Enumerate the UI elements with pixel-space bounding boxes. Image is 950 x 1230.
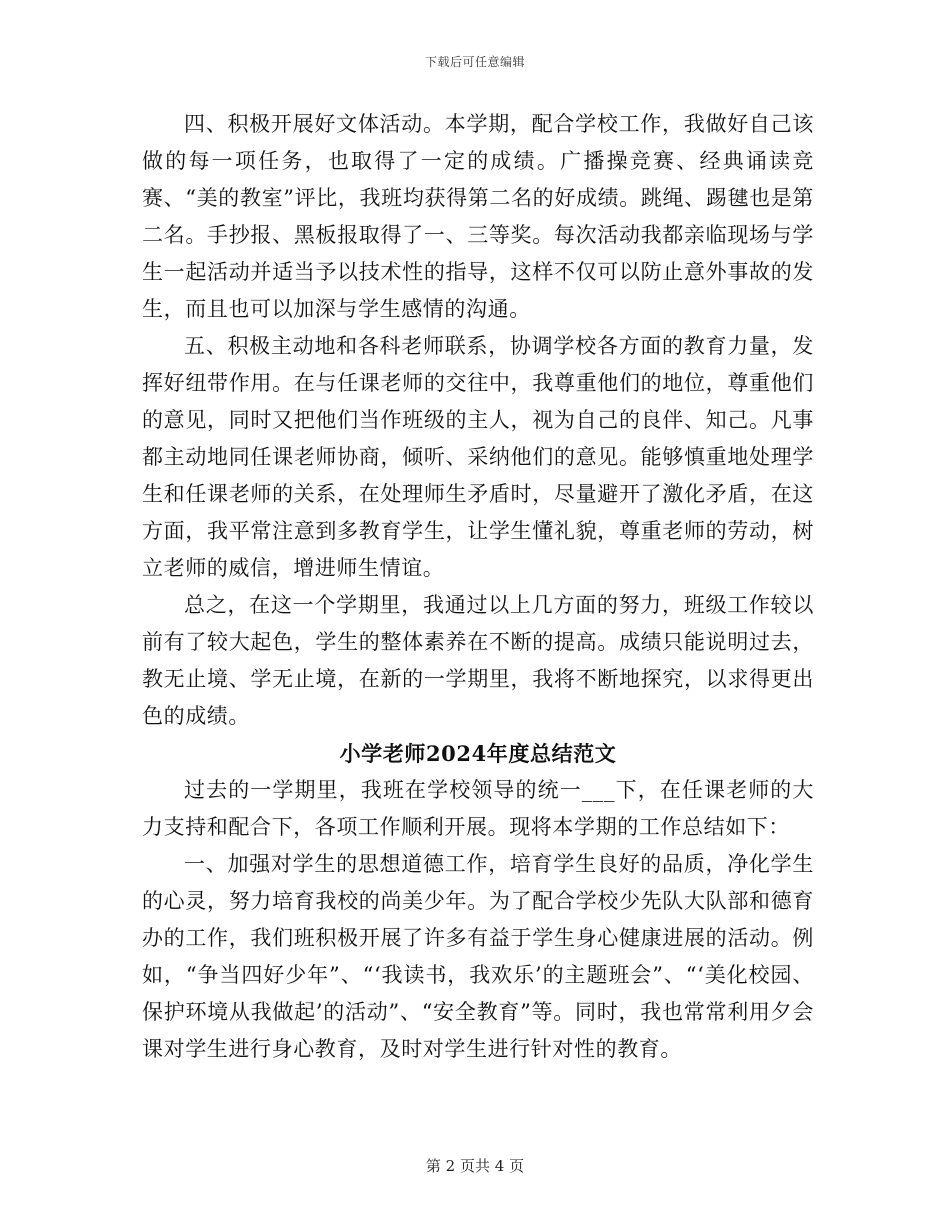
paragraph-5-teachers: 五、积极主动地和各科老师联系，协调学校各方面的教育力量，发挥好纽带作用。在与任课老师的交往中，我尊重他们的地位，尊重他们的意见，同时又把他们当作班级的主人，视为自己的良伴、知己。凡事都主动地同任课老师协商，倾听、采纳他们的意见。能够慎重地处理学生和任课老师的关系，在处理师生矛盾时，尽量避开了激化矛盾，在这方面，我平常注意到多教育学生，让学生懂礼貌，尊重老师的劳动，树立老师的威信，增进师生情谊。	[142, 334, 814, 580]
paragraph-1-moral: 一、加强对学生的思想道德工作，培育学生良好的品质，净化学生的心灵，努力培育我校的尚美少年。为了配合学校少先队大队部和德育办的工作，我们班积极开展了许多有益于学生身心健康进展的活动。例如，“争当四好少年”、“‘我读书，我欢乐’的主题班会”、“‘美化校园、保护环境从我做起’的活动”、“安全教育”等。同时，我也常常利用夕会课对学生进行身心教育，及时对学生进行针对性的教育。	[142, 852, 814, 1061]
page-header: 下载后可任意编辑	[424, 55, 525, 69]
document-body	[142, 106, 814, 1068]
section-title: 小学老师2024年度总结范文	[339, 741, 617, 766]
paragraph-4-activities: 四、积极开展好文体活动。本学期，配合学校工作，我做好自己该做的每一项任务，也取得了一定的成绩。广播操竞赛、经典诵读竞赛、“美的教室”评比，我班均获得第二名的好成绩。跳绳、踢毽也是第二名。手抄报、黑板报取得了一、三等奖。每次活动我都亲临现场与学生一起活动并适当予以技术性的指导，这样不仅可以防止意外事故的发生，而且也可以加深与学生感情的沟通。	[142, 112, 814, 321]
page-number: 第 2 页共 4 页	[425, 1157, 525, 1175]
paragraph-intro: 过去的一学期里，我班在学校领导的统一___下，在任课老师的大力支持和配合下，各项工作顺利开展。现将本学期的工作总结如下：	[142, 778, 814, 839]
paragraph-conclusion: 总之，在这一个学期里，我通过以上几方面的努力，班级工作较以前有了较大起色，学生的整体素养在不断的提高。成绩只能说明过去，教无止境、学无止境，在新的一学期里，我将不断地探究，以求得更出色的成绩。	[142, 593, 814, 728]
